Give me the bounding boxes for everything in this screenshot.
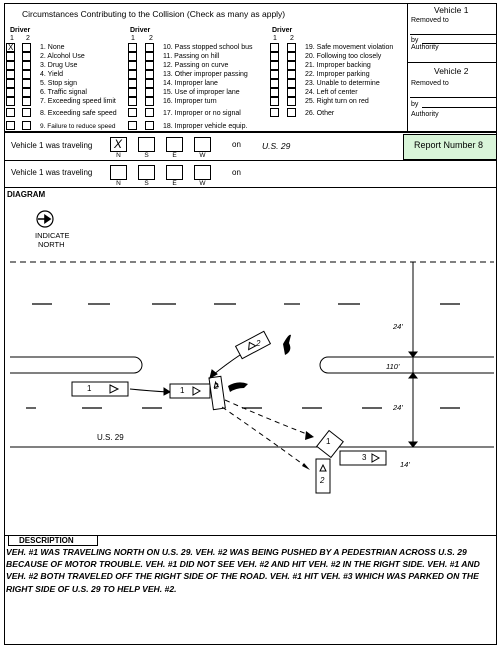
vehicle-1-label: 1 (326, 437, 331, 446)
driver-1-label: 1 (10, 35, 14, 42)
post-impact-paths (222, 400, 312, 468)
circumstance-item: 24. Left of center (305, 89, 358, 96)
vehicle-2-label: 2 (214, 382, 219, 391)
width-label-median: 110' (386, 362, 400, 371)
circumstance-item: 7. Exceeding speed limit (40, 98, 116, 105)
circumstance-item: 4. Yield (40, 71, 63, 78)
driver-2-label: 2 (149, 35, 153, 42)
circumstances-title: Circumstances Contributing to the Collision (Check as many as apply) (22, 9, 286, 19)
vehicle-1-path (130, 388, 170, 395)
width-label-top: 24' (393, 322, 403, 331)
north-arrow-icon (37, 211, 53, 227)
vehicle-1-impact (170, 384, 210, 398)
driver-2-label: 2 (26, 35, 30, 42)
vehicle-2-label: 2 (256, 339, 261, 348)
circumstance-item: 8. Exceeding safe speed (40, 110, 117, 117)
circumstance-item: 26. Other (305, 110, 335, 117)
vehicle-2-title: Vehicle 2 (434, 66, 469, 76)
direction-e-label: E (172, 152, 177, 159)
direction-n-label: N (116, 152, 121, 159)
report-number: Report Number 8 (414, 140, 484, 150)
road-name: U.S. 29 (262, 141, 291, 151)
driver-header-col3: Driver (272, 27, 293, 34)
by-label: by (411, 37, 419, 44)
median (10, 357, 494, 373)
direction-w-label: W (199, 180, 206, 187)
indicate-label: INDICATE (35, 231, 70, 240)
on-label: on (232, 140, 241, 149)
diagram-title: DIAGRAM (7, 190, 46, 199)
removed-to-label: Removed to (411, 17, 449, 24)
driver-header-col2: Driver (130, 27, 151, 34)
vehicle-1-label: 1 (180, 386, 185, 395)
circumstance-item: 12. Passing on curve (163, 62, 229, 69)
description-title: DESCRIPTION (19, 536, 74, 545)
direction-n-label: N (116, 180, 121, 187)
check-mark: X (8, 43, 14, 52)
removed-to-label: Removed to (411, 80, 449, 87)
vehicle-2-initial (236, 331, 271, 358)
circumstance-item: 11. Passing on hill (163, 53, 220, 60)
vehicle-2-label: 2 (320, 476, 325, 485)
circumstance-item: 23. Unable to determine (305, 80, 380, 87)
direction-mark: X (114, 137, 123, 151)
vehicle-2-traveling-label: Vehicle 1 was traveling (11, 168, 93, 177)
direction-s-label: S (144, 152, 149, 159)
dimension-line (405, 262, 421, 447)
circumstance-item: 1. None (40, 44, 65, 51)
vehicle-3-label: 3 (362, 453, 367, 462)
authority-label: Authority (411, 44, 439, 51)
road-label: U.S. 29 (97, 433, 124, 442)
circumstance-item: 9. Failure to reduce speed (40, 123, 116, 130)
driver-1-label: 1 (131, 35, 135, 42)
vehicle-2-path (210, 355, 240, 378)
circumstance-item: 18. Improper vehicle equip. (163, 123, 248, 130)
driver-2-label: 2 (290, 35, 294, 42)
circumstance-item: 2. Alcohol Use (40, 53, 85, 60)
circumstance-item: 16. Improper turn (163, 98, 217, 105)
post-impact-arrows (302, 431, 314, 470)
driver-1-label: 1 (273, 35, 277, 42)
width-label-shoulder: 14' (400, 460, 410, 469)
circumstance-item: 13. Other improper passing (163, 71, 248, 78)
circumstance-item: 25. Right turn on red (305, 98, 369, 105)
width-label-lanes: 24' (393, 403, 403, 412)
on-label: on (232, 168, 241, 177)
vehicle-1-title: Vehicle 1 (434, 5, 469, 15)
circumstance-item: 10. Pass stopped school bus (163, 44, 253, 51)
circumstance-item: 22. Improper parking (305, 71, 370, 78)
circumstance-item: 19. Safe movement violation (305, 44, 394, 51)
direction-w-label: W (199, 152, 206, 159)
pedestrian-figure (228, 382, 248, 392)
circumstance-item: 21. Improper backing (305, 62, 371, 69)
north-label: NORTH (38, 240, 65, 249)
circumstance-item: 14. Improper lane (163, 80, 218, 87)
circumstance-item: 15. Use of improper lane (163, 89, 240, 96)
direction-s-label: S (144, 180, 149, 187)
vehicle-1-initial (72, 382, 128, 396)
vehicle-1-label: 1 (87, 384, 92, 393)
road-edge-lines (10, 262, 494, 447)
description-text: VEH. #1 WAS TRAVELING NORTH ON U.S. 29. VEH. #2 WAS BEING PUSHED BY A PEDESTRIAN ACROSS U.S. 29 BECAUSE OF MOTOR TROUBLE. VEH. #1 DID NOT SEE VEH. #2 AND HIT VEH. #2 IN THE RIGHT SIDE. VEH. #1 AND VEH. #2 BOTH TRAVELED OFF THE RIGHT SIDE OF THE ROAD. VEH. #1 HIT VEH. #3 WHICH WAS PARKED ON THE RIGHT SIDE OF U.S. 29 TO HELP VEH. #2. (6, 547, 480, 594)
circumstance-item: 3. Drug Use (40, 62, 78, 69)
by-label: by (411, 101, 419, 108)
direction-e-label: E (172, 180, 177, 187)
circumstance-item: 6. Traffic signal (40, 89, 87, 96)
circumstance-item: 17. Improper or no signal (163, 110, 241, 117)
pedestrian-icon (283, 335, 291, 355)
authority-label: Authority (411, 111, 439, 118)
driver-header-col1: Driver (10, 27, 31, 34)
circumstance-item: 20. Following too closely (305, 53, 382, 60)
vehicle-1-traveling-label: Vehicle 1 was traveling (11, 141, 93, 150)
circumstance-item: 5. Stop sign (40, 80, 77, 87)
